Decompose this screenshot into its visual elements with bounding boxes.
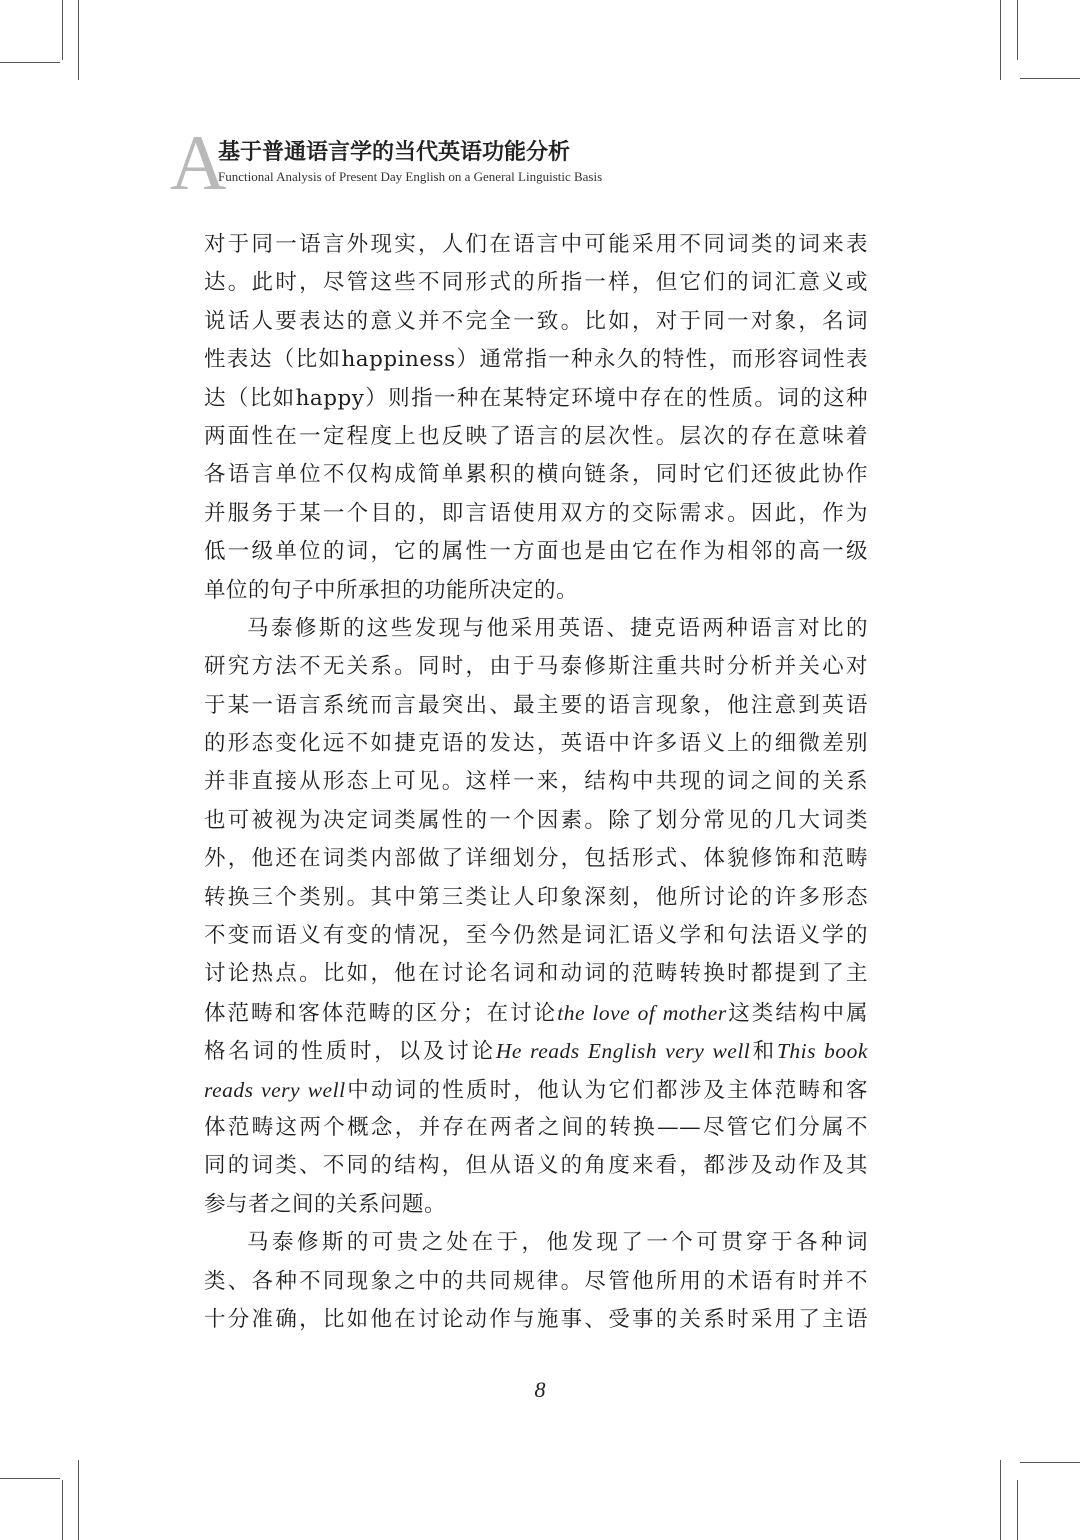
text-line	[204, 725, 868, 763]
crop-mark-bottom-right-v2	[1017, 1480, 1018, 1540]
text-line	[204, 226, 868, 264]
text-line	[204, 533, 868, 571]
text-line	[204, 648, 868, 686]
crop-mark-top-left-h	[0, 62, 60, 63]
text-segment: 不变而语义有变的情况，至今仍然是词汇语义学和句法语义学的	[204, 923, 868, 949]
text-line	[204, 840, 868, 878]
text-line	[204, 341, 868, 379]
crop-mark-bottom-left-h	[0, 1478, 60, 1479]
text-segment: 十分准确，比如他在讨论动作与施事、受事的关系时采用了主语	[204, 1306, 868, 1332]
text-segment: 类、各种不同现象之中的共同规律。尽管他所用的术语有时并不	[204, 1268, 868, 1294]
text-segment: 参与者之间的关系问题。	[204, 1191, 447, 1217]
text-segment: 体范畴和客体范畴的区分；在讨论	[204, 1000, 558, 1026]
text-line	[204, 687, 868, 725]
italic-example: reads very well	[204, 1077, 346, 1102]
text-line	[204, 917, 868, 955]
text-line	[204, 610, 868, 648]
text-segment: 格名词的性质时，以及讨论	[204, 1039, 496, 1065]
crop-mark-top-left-v	[62, 0, 63, 60]
text-line	[204, 1186, 868, 1224]
text-segment: 性表达（比如happiness）通常指一种永久的特性，而形容词性表	[204, 347, 868, 373]
page-number: 8	[534, 1377, 546, 1402]
text-segment: 马泰修斯的可贵之处在于，他发现了一个可贯穿于各种词	[247, 1230, 868, 1256]
text-segment: 各语言单位不仅构成简单累积的横向链条，同时它们还彼此协作	[204, 462, 868, 488]
text-segment: 对于同一语言外现实，人们在语言中可能采用不同词类的词来表	[204, 232, 868, 257]
text-line	[204, 1224, 868, 1262]
text-line	[204, 1071, 868, 1109]
text-segment: 外，他还在词类内部做了详细划分，包括形式、体貌修饰和范畴	[204, 846, 868, 872]
text-line	[204, 380, 868, 418]
text-segment: 达（比如happy）则指一种在某特定环境中存在的性质。词的这种	[204, 385, 868, 411]
crop-mark-top-right-h	[1020, 78, 1080, 79]
crop-mark-top-right-v	[1000, 0, 1001, 80]
crop-mark-bottom-right-v	[1000, 1460, 1001, 1540]
text-line	[204, 418, 868, 456]
running-header	[170, 119, 690, 206]
crop-mark-bottom-left-v2	[78, 1460, 79, 1540]
text-line	[204, 572, 868, 610]
text-segment: 讨论热点。比如，他在讨论名词和动词的范畴转换时都提到了主	[204, 961, 868, 987]
text-segment: 单位的句子中所承担的功能所决定的。	[204, 577, 579, 603]
text-segment: 达。此时，尽管这些不同形式的所指一样，但它们的词汇意义或	[204, 270, 868, 296]
text-line	[204, 264, 868, 302]
text-line	[204, 1032, 868, 1070]
text-line	[204, 1263, 868, 1301]
text-segment: 并服务于某一个目的，即言语使用双方的交际需求。因此，作为	[204, 500, 868, 526]
text-line	[204, 1109, 868, 1147]
text-line	[204, 1147, 868, 1185]
text-segment: 这类结构中属	[726, 1000, 868, 1026]
header-initial-letter: A	[170, 119, 227, 206]
text-segment: 马泰修斯的这些发现与他采用英语、捷克语两种语言对比的	[247, 615, 868, 641]
text-line	[204, 763, 868, 801]
italic-example: He reads English very well	[495, 1039, 751, 1064]
text-line	[204, 994, 868, 1032]
text-segment: 两面性在一定程度上也反映了语言的层次性。层次的存在意味着	[204, 423, 868, 449]
crop-mark-bottom-right-h	[1020, 1462, 1080, 1463]
text-line	[204, 1301, 868, 1339]
crop-mark-top-left-v2	[78, 0, 79, 80]
text-segment: 中动词的性质时，他认为它们都涉及主体范畴和客	[345, 1077, 868, 1103]
text-segment: 转换三个类别。其中第三类让人印象深刻，他所讨论的许多形态	[204, 884, 868, 910]
text-segment: 于某一语言系统而言最突出、最主要的语言现象，他注意到英语	[204, 692, 868, 718]
text-segment: 说话人要表达的意义并不完全一致。比如，对于同一对象，名词	[204, 308, 868, 334]
text-line	[204, 495, 868, 533]
text-segment: 的形态变化远不如捷克语的发达，英语中许多语义上的细微差别	[204, 731, 868, 757]
text-segment: 和	[750, 1039, 777, 1065]
book-subtitle: Functional Analysis of Present Day English on a General Linguistic Basis	[218, 169, 603, 184]
text-segment: 研究方法不无关系。同时，由于马泰修斯注重共时分析并关心对	[204, 654, 868, 680]
text-line	[204, 955, 868, 993]
body-text	[204, 226, 868, 1339]
text-segment: 也可被视为决定词类属性的一个因素。除了划分常见的几大词类	[204, 807, 868, 833]
book-title: 基于普通语言学的当代英语功能分析	[218, 140, 571, 165]
text-line	[204, 802, 868, 840]
text-segment: 同的词类、不同的结构，但从语义的角度来看，都涉及动作及其	[204, 1153, 868, 1179]
crop-mark-top-right-v2	[1017, 0, 1018, 60]
text-segment: 体范畴这两个概念，并存在两者之间的转换——尽管它们分属不	[204, 1114, 868, 1140]
text-line	[204, 456, 868, 494]
text-segment: 低一级单位的词，它的属性一方面也是由它在作为相邻的高一级	[204, 539, 868, 565]
text-line	[204, 879, 868, 917]
crop-mark-bottom-left-v	[62, 1480, 63, 1540]
text-segment: 并非直接从形态上可见。这样一来，结构中共现的词之间的关系	[204, 769, 868, 795]
italic-example: This book	[776, 1039, 868, 1064]
text-line	[204, 303, 868, 341]
italic-example: the love of mother	[557, 1000, 727, 1025]
